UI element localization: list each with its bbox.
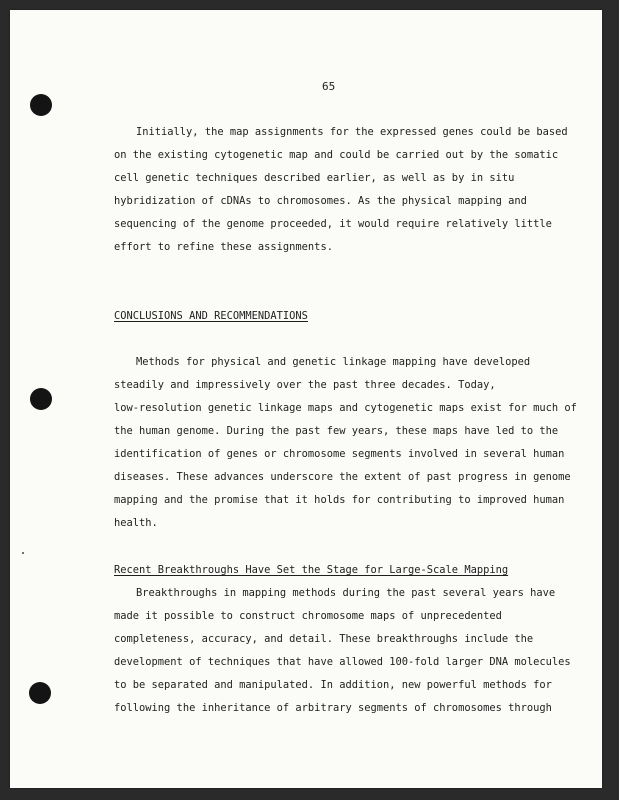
paragraph-line: low-resolution genetic linkage maps and cytogenetic maps exist for much of	[114, 402, 577, 414]
paragraph-line: Breakthroughs in mapping methods during the past several years have	[136, 587, 556, 599]
punch-hole	[30, 94, 52, 116]
punch-hole	[29, 682, 51, 704]
section-heading: CONCLUSIONS AND RECOMMENDATIONS	[114, 310, 308, 322]
paragraph-line: following the inheritance of arbitrary segments of chromosomes through	[114, 702, 552, 714]
paragraph-line: on the existing cytogenetic map and could be carried out by the somatic	[114, 149, 559, 161]
paragraph-line: mapping and the promise that it holds for contributing to improved human	[114, 494, 565, 506]
paragraph-line: steadily and impressively over the past three decades. Today,	[114, 379, 496, 391]
paragraph-line: development of techniques that have allowed 100-fold larger DNA molecules	[114, 656, 571, 668]
paragraph-line: hybridization of cDNAs to chromosomes. As the physical mapping and	[114, 195, 527, 207]
paragraph-line: cell genetic techniques described earlier, as well as by in situ	[114, 172, 515, 184]
paragraph-line: effort to refine these assignments.	[114, 241, 333, 253]
paragraph-line: Initially, the map assignments for the expressed genes could be based	[136, 126, 568, 138]
paragraph-line: identification of genes or chromosome segments involved in several human	[114, 448, 565, 460]
paragraph-line: to be separated and manipulated. In addition, new powerful methods for	[114, 679, 552, 691]
paragraph-line: sequencing of the genome proceeded, it would require relatively little	[114, 218, 552, 230]
paragraph-line: health.	[114, 517, 158, 529]
page-number: 65	[322, 80, 336, 93]
paragraph-line: Methods for physical and genetic linkage mapping have developed	[136, 356, 531, 368]
paragraph-line: made it possible to construct chromosome maps of unprecedented	[114, 610, 502, 622]
paragraph-line: completeness, accuracy, and detail. These breakthroughs include the	[114, 633, 534, 645]
paper-speck	[22, 552, 24, 554]
paragraph-line: diseases. These advances underscore the extent of past progress in genome	[114, 471, 571, 483]
document-page	[10, 10, 602, 788]
paragraph-line: the human genome. During the past few years, these maps have led to the	[114, 425, 559, 437]
subsection-heading: Recent Breakthroughs Have Set the Stage for Large-Scale Mapping	[114, 564, 509, 576]
punch-hole	[30, 388, 52, 410]
